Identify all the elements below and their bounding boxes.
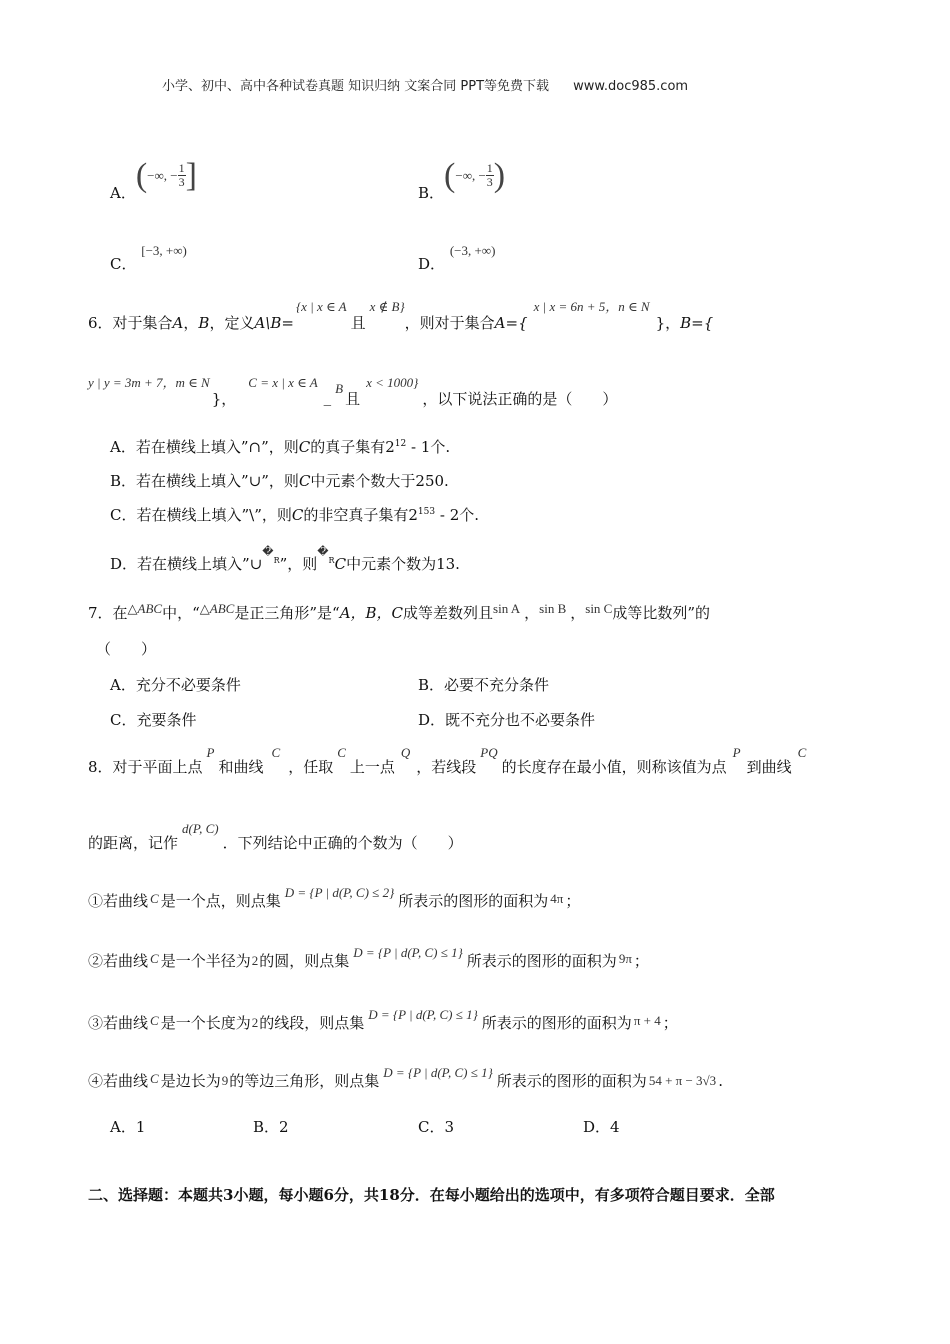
q7-text: 是正三角形”是“: [234, 604, 340, 622]
frac-den: 3: [486, 175, 493, 189]
q6-text: 6．对于集合: [88, 314, 173, 332]
option-label: B．: [110, 472, 137, 490]
q8-text: 8．对于平面上点: [88, 758, 203, 776]
item-text: 所表示的图形的面积为: [496, 1072, 647, 1090]
q7-option-d: [418, 713, 595, 728]
q6-text: ，: [183, 314, 199, 332]
q7-text: ，: [570, 604, 586, 622]
item-text: 是边长为: [160, 1072, 221, 1090]
option-text: 若在横线上填入”∩”，则: [135, 438, 299, 456]
math-number: 2: [251, 953, 259, 968]
item-text: ；: [662, 1014, 678, 1032]
q5-option-a: [110, 150, 197, 201]
q7-text: 7．在: [88, 604, 128, 622]
subscript-r: R: [273, 556, 280, 565]
math-point-p: P: [732, 745, 741, 760]
q6-text: ，定义: [209, 314, 255, 332]
q8-stem-line1: [88, 746, 806, 775]
math-b-symbol: B: [335, 381, 344, 396]
math-area: 54 + π − 3√3: [648, 1073, 717, 1088]
item-text: 的线段，则点集: [259, 1014, 365, 1032]
q8-text: 到曲线: [746, 758, 792, 776]
item-text: 所表示的图形的面积为: [481, 1014, 632, 1032]
math-distance: d(P, C): [182, 821, 219, 836]
option-text: 充要条件: [136, 711, 197, 729]
q7-paren: （ ）: [96, 640, 157, 658]
q7-text: 成等差数列且: [403, 604, 494, 622]
item-text: 是一个点，则点集: [160, 892, 281, 910]
subscript-r: R: [328, 556, 335, 565]
option-text: 既不充分也不必要条件: [445, 711, 596, 729]
option-label: D．: [110, 555, 138, 573]
option-text: 2: [279, 1118, 289, 1136]
item-text: ①若曲线: [88, 892, 149, 910]
bracket-left: (: [135, 156, 148, 194]
missing-glyph: �: [317, 545, 329, 558]
math-segment-pq: PQ: [480, 745, 498, 760]
frac-num: 1: [486, 161, 493, 176]
interval-c: [−3, +∞): [141, 243, 187, 258]
math-point-set: D = {P | d(P, C) ≤ 2}: [284, 885, 395, 900]
q5-option-b: [418, 150, 505, 201]
option-label: C．: [110, 506, 137, 524]
option-text: 中元素个数为13.: [346, 555, 460, 573]
q8-text: ，若线段: [416, 758, 477, 776]
exponent: 153: [417, 507, 436, 517]
q8-item-3: [88, 1008, 678, 1031]
option-label: A．: [110, 676, 136, 694]
math-point-set: D = {P | d(P, C) ≤ 1}: [353, 945, 463, 960]
math-set-b: y | y = 3m + 7，m ∈ N: [88, 375, 210, 390]
item-text: ；: [633, 952, 649, 970]
q6-text: ，以下说法正确的是（ ）: [422, 390, 618, 408]
option-label: B．: [418, 676, 445, 694]
q7-text: ，: [524, 604, 540, 622]
math-set-def: {x | x ∈ A: [295, 299, 347, 314]
item-text: 所表示的图形的面积为: [398, 892, 549, 910]
set-a-eq: A={: [494, 314, 528, 332]
q8-text: 的距离，记作: [88, 834, 179, 852]
option-text: ”，则: [279, 555, 318, 573]
math-point-set: D = {P | d(P, C) ≤ 1}: [368, 1007, 478, 1022]
q6-text: 且: [350, 314, 366, 332]
complement-r-icon: [317, 545, 335, 573]
item-text: 是一个半径为: [160, 952, 251, 970]
math-curve-c: C: [797, 745, 807, 760]
math-point-p: P: [206, 745, 215, 760]
q8-item-2: [88, 946, 649, 969]
option-text: 1: [135, 1118, 146, 1136]
option-label: D．: [583, 1118, 611, 1136]
q6-option-c: [110, 508, 479, 523]
q8-text: ，任取: [288, 758, 334, 776]
item-text: 是一个长度为: [160, 1014, 251, 1032]
q7-option-c: [110, 713, 197, 728]
q6-text: }，: [211, 390, 237, 408]
q6-stem-line2: [88, 376, 617, 407]
option-label: D．: [418, 255, 446, 273]
math-number: 2: [251, 1015, 259, 1030]
fraction: [486, 162, 494, 188]
q8-item-4: [88, 1066, 723, 1089]
q5-option-c: [110, 243, 187, 273]
q6-text: ，则对于集合: [404, 314, 495, 332]
option-label: A．: [110, 1118, 136, 1136]
set-difference-def: A\B=: [254, 314, 294, 332]
q6-stem-line1: [88, 300, 713, 331]
q6-text: }，: [655, 314, 681, 332]
set-c-symbol: C: [298, 438, 311, 456]
set-c-symbol: C: [291, 506, 304, 524]
math-number: 9: [221, 1073, 229, 1088]
math-sin-a: sin A: [493, 601, 521, 616]
frac-num: 1: [178, 161, 185, 176]
option-text: 若在横线上填入”\”，则: [136, 506, 292, 524]
math-triangle: △ABC: [127, 601, 163, 616]
option-text: 中元素个数大于250.: [310, 472, 449, 490]
header-site-link[interactable]: www.doc985.com: [573, 79, 689, 94]
q7-text: 中，“: [162, 604, 200, 622]
q6-option-a: [110, 440, 450, 455]
item-text: 的圆，则点集: [259, 952, 350, 970]
interval-expr: −∞, −: [455, 168, 486, 183]
frac-den: 3: [178, 175, 185, 189]
q8-text: 上一点: [349, 758, 395, 776]
item-text: ②若曲线: [88, 952, 149, 970]
blank-line: _: [323, 388, 332, 406]
q8-stem-line2: [88, 822, 463, 851]
option-text: 4: [610, 1118, 620, 1136]
option-label: B．: [253, 1118, 280, 1136]
option-label: A．: [110, 184, 136, 202]
bracket-right: ): [493, 156, 506, 194]
missing-glyph: �: [262, 545, 274, 558]
math-curve-c: C: [150, 1071, 159, 1086]
math-area: 9π: [618, 951, 632, 966]
math-condition: x < 1000}: [366, 375, 419, 390]
page-header: [162, 75, 688, 94]
q7-option-b: [418, 678, 549, 693]
q5-option-d: [418, 243, 496, 273]
math-curve-c: C: [150, 951, 159, 966]
q8-item-1: [88, 886, 580, 909]
q6-option-b: [110, 474, 449, 489]
bracket-left: (: [444, 156, 456, 194]
option-text: 的非空真子集有2: [303, 506, 418, 524]
item-text: .: [718, 1072, 723, 1090]
option-text: - 2个.: [435, 506, 480, 524]
set-b-symbol: B: [198, 314, 210, 332]
q7-stem: [88, 602, 710, 621]
q7-text: 成等比数列”的: [612, 604, 711, 622]
q8-text: 和曲线: [218, 758, 264, 776]
q8-text: 的长度存在最小值，则称该值为点: [501, 758, 727, 776]
option-text: 若在横线上填入”∪: [137, 555, 263, 573]
q7-option-a: [110, 678, 241, 693]
math-curve-c: C: [150, 891, 159, 906]
math-area: π + 4: [633, 1013, 661, 1028]
q8-option-d: [583, 1120, 620, 1135]
math-curve-c: C: [271, 745, 281, 760]
fraction: [178, 162, 186, 188]
math-point-q: Q: [400, 745, 411, 760]
header-text: 小学、初中、高中各种试卷真题 知识归纳 文案合同 PPT等免费下载: [162, 79, 550, 94]
set-b-eq: B={: [680, 314, 714, 332]
section-2-heading: 二、选择题：本题共3小题，每小题6分，共18分．在每小题给出的选项中，有多项符合题目要求．全部: [88, 1186, 775, 1204]
set-c-symbol: C: [298, 472, 311, 490]
option-text: - 1个.: [406, 438, 451, 456]
item-text: 所表示的图形的面积为: [466, 952, 617, 970]
option-label: D．: [418, 711, 446, 729]
q8-text: ．下列结论中正确的个数为（ ）: [222, 834, 463, 852]
option-label: A．: [110, 438, 136, 456]
interval-a: [135, 156, 197, 194]
bracket-right: ]: [185, 156, 197, 194]
math-triangle: △ABC: [199, 601, 235, 616]
math-point-set: D = {P | d(P, C) ≤ 1}: [383, 1065, 493, 1080]
interval-expr: −∞, −: [147, 168, 178, 183]
option-text: 必要不充分条件: [444, 676, 550, 694]
item-text: ④若曲线: [88, 1072, 149, 1090]
q8-option-c: [418, 1120, 454, 1135]
math-set-a: x | x = 6n + 5，n ∈ N: [533, 299, 650, 314]
option-text: 若在横线上填入”∪”，则: [136, 472, 299, 490]
math-area: 4π: [550, 891, 564, 906]
option-label: C．: [110, 711, 137, 729]
math-set-def: x ∉ B}: [369, 299, 405, 314]
exponent: 12: [394, 439, 407, 449]
math-curve-c: C: [337, 745, 346, 760]
option-label: C．: [110, 255, 137, 273]
q6-text: 且: [345, 390, 361, 408]
option-text: 充分不必要条件: [135, 676, 241, 694]
option-label: C．: [418, 1118, 445, 1136]
option-text: 3: [444, 1118, 455, 1136]
math-set-c: C = x | x ∈ A: [248, 375, 318, 390]
math-sin-b: sin B: [539, 601, 567, 616]
math-curve-c: C: [150, 1013, 159, 1028]
option-label: B．: [418, 184, 445, 202]
set-a-symbol: A: [172, 314, 184, 332]
item-text: ③若曲线: [88, 1014, 149, 1032]
q6-option-d: [110, 545, 460, 573]
interval-d: (−3, +∞): [449, 243, 496, 258]
q8-option-b: [253, 1120, 289, 1135]
q8-option-a: [110, 1120, 145, 1135]
abc-symbols: A，B，C: [339, 604, 404, 622]
complement-r-icon: [262, 545, 280, 573]
interval-b: [444, 156, 506, 194]
set-c-symbol: C: [334, 555, 347, 573]
item-text: 的等边三角形，则点集: [229, 1072, 380, 1090]
math-sin-c: sin C: [585, 601, 613, 616]
option-text: 的真子集有2: [310, 438, 395, 456]
item-text: ；: [565, 892, 581, 910]
